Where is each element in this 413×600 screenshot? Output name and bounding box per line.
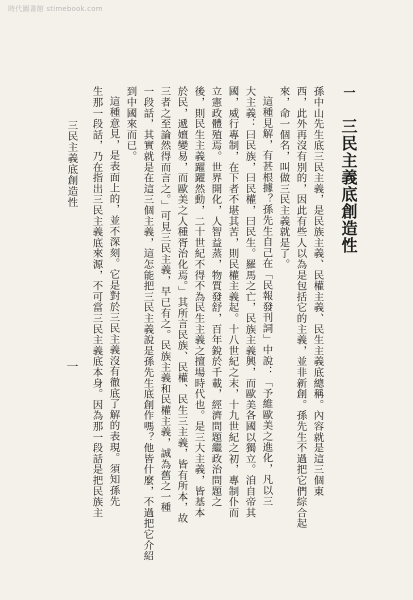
text-column: 孫中山先生底三民主義，是民族主義、民權主義、民生主義底總稱。內容就是這三個東	[311, 86, 324, 497]
chapter-title: 三民主義底創造性	[339, 118, 358, 254]
text-column: 立憲政體殖焉。世界開化，人智益蒸，物質發舒，百年銳於千載，經濟問題繼政治問題之	[209, 86, 222, 508]
text-column: 西，此外再沒有別的，因此有些人以為是包括它的主義，並非新創。孫先生不過把它們綜合起	[294, 86, 307, 529]
running-head: 三民主義底創造性	[65, 120, 78, 208]
text-column: 國，威行專制，在下者不堪其苦，則民權主義起。十八世紀之末，十九世紀之初，專制仆而	[226, 86, 239, 518]
text-column: 這種意見，是表面上的，並不深刻。它是對於三民主義沒有徹底了解的表現。須知孫先	[107, 96, 120, 507]
text-column: 生那一段話，乃在指出三民主義底來源，不可當三民主義底本身。因為那一段話是把民族主	[90, 86, 103, 518]
text-column: 三者之至論然得而言之。」可見三民主義，早已有之。民族主義和民權主義，誠為舊之一種	[158, 86, 171, 513]
text-column: 大主義：曰民族，曰民權，曰民生。羅馬之亡，民族主義興，而歐美各國以獨立。洎自帝其	[243, 86, 256, 518]
text-column: 一段話，其實就是在這三個主義，這怎能把三民主義說是孫先生底創作嗎？他皆什麼，不過把它介紹	[141, 86, 154, 562]
text-column: 這種見解，有甚根據？孫先生自己在「民報發刊詞」中說：「予維歐美之進化，凡以三	[260, 96, 273, 507]
watermark: 時代圖書館 stimebook.com	[8, 5, 103, 13]
text-column: 於民，遞嬗變易，而歐美之人種胥治化焉。」其所言民族、民權、民生三主義，皆有所本，故	[175, 86, 188, 524]
text-column: 到中國來而已。	[124, 86, 137, 162]
chapter-page-number: 一	[342, 86, 356, 98]
text-column: 後，則民生主義躍躍然動，二十世紀不得不為民生主義之擅場時代也。是三大主義，皆基本	[192, 86, 205, 518]
page-number: 一	[65, 360, 79, 372]
text-column: 來，命一個名，叫做三民主義就是了。	[277, 86, 290, 270]
